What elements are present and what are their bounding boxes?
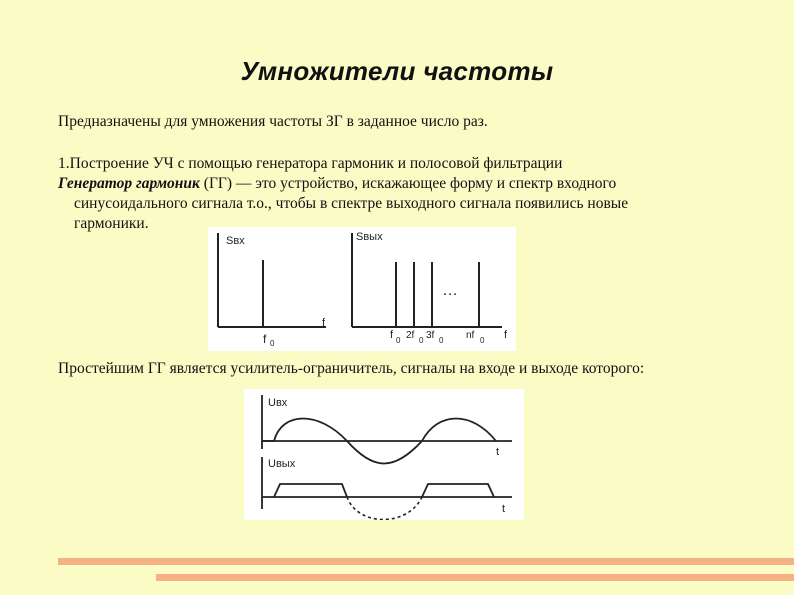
definition-paragraph [58,174,744,234]
definition-line3: гармоники. [74,215,149,232]
harmonic-1-label: f [390,329,394,341]
section-heading: 1.Построение УЧ с помощью генератора гармоник и полосовой фильтрации [58,155,563,172]
accent-bar-top [58,558,794,565]
harmonic-n-label: nf [466,330,475,341]
simplest-text: Простейшим ГГ является усилитель-ограничитель, сигналы на входе и выходе которого: [58,360,645,377]
uout-pulse-1 [274,484,347,497]
slide-title: Умножители частоты [240,56,554,86]
definition-term: Генератор гармоник [58,175,200,192]
harmonic-n-sub: 0 [480,336,485,345]
spectrum-figure [208,227,516,351]
uin-label: Uвх [268,397,288,409]
uout-t-label: t [502,503,506,515]
intro-text: Предназначены для умножения частоты ЗГ в заданное число раз. [58,113,488,130]
f0-label-sub: 0 [270,339,275,348]
definition-line1: (ГГ) — это устройство, искажающее форму и спектр входного [199,175,617,192]
ellipsis: … [442,282,458,299]
uin-t-label: t [496,446,500,458]
harmonic-3-label: 3f [426,330,435,341]
sout-f-axis-label: f [504,329,508,341]
accent-bar-bottom [156,574,794,581]
sout-label: Sвых [356,231,383,243]
harmonic-2-sub: 0 [419,336,424,345]
sin-label: Sвх [226,235,245,247]
waveform-figure [244,389,524,520]
sin-f-axis-label: f [322,317,326,329]
uout-clipped-dashed [347,497,422,520]
harmonic-3-sub: 0 [439,336,444,345]
harmonic-2-label: 2f [406,330,415,341]
f0-label: f [263,332,267,346]
uout-label: Uвых [268,458,296,470]
definition-line2: синусоидального сигнала т.о., чтобы в спектре выходного сигнала появились новые [74,195,629,212]
uout-pulse-2 [422,484,494,497]
harmonic-1-sub: 0 [396,336,401,345]
